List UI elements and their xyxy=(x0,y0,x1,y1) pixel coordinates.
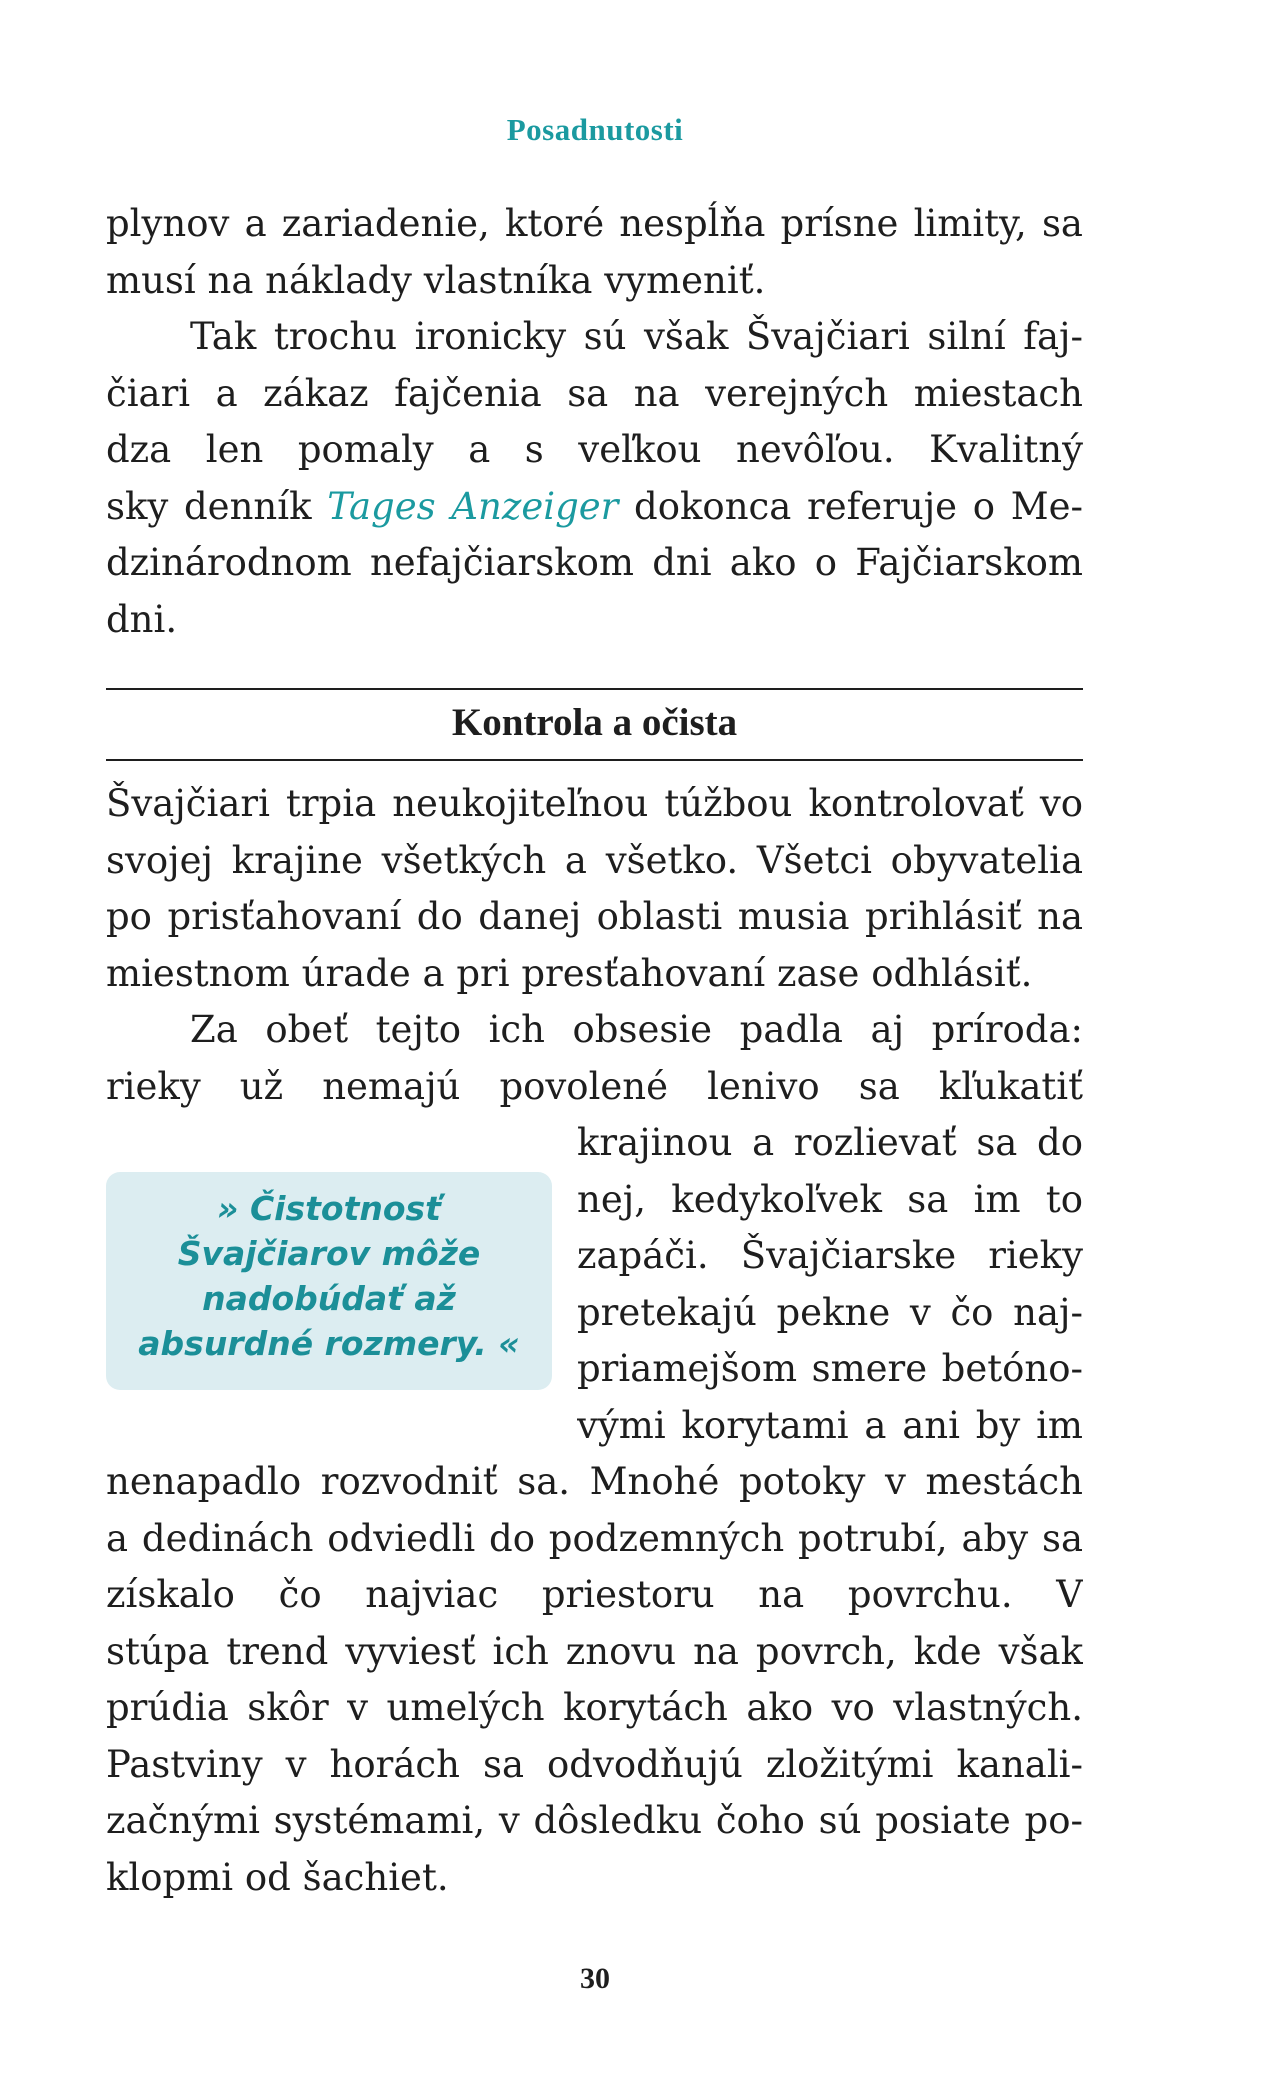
running-head: Posadnutosti xyxy=(506,112,684,147)
page-number: 30 xyxy=(580,1962,610,1995)
body-line: nej, kedykoľvek sa im to xyxy=(577,1177,1083,1221)
body-line: Za obeť tejto ich obsesie padla aj príroda: xyxy=(190,1008,1083,1051)
pull-quote-line: nadobúdať až xyxy=(202,1279,456,1318)
body-line: Švajčiari trpia neukojiteľnou túžbou kontrolovať vo xyxy=(106,782,1083,825)
body-line: Pastviny v horách sa odvodňujú zložitými kanali- xyxy=(106,1742,1083,1786)
body-line: získalo čo najviac priestoru na povrchu. V xyxy=(106,1573,1083,1616)
body-line: po prisťahovaní do danej oblasti musia prihlásiť na xyxy=(106,895,1083,938)
body-line: dza len pomaly a s veľkou nevôľou. Kvalitný xyxy=(106,428,1083,471)
top-text-block xyxy=(106,196,1083,648)
section-paragraph-2-continued xyxy=(106,1454,1083,1906)
body-line: miestnom úrade a pri presťahovaní zase odhlásiť. xyxy=(106,951,1033,995)
pull-quote xyxy=(106,1172,552,1390)
pull-quote-line: Švajčiarov môže xyxy=(177,1234,481,1273)
body-line: začnými systémami, v dôsledku čoho sú posiate po- xyxy=(106,1799,1083,1842)
pull-quote-line: absurdné rozmery. « xyxy=(138,1324,520,1363)
body-line: krajinou a rozlievať sa do xyxy=(577,1121,1083,1164)
body-line: dzinárodnom nefajčiarskom dni ako o Fajčiarskom xyxy=(106,541,1083,584)
body-text-fragment: sky denník xyxy=(106,484,328,528)
body-line: klopmi od šachiet. xyxy=(106,1855,449,1899)
body-line: musí na náklady vlastníka vymeniť. xyxy=(106,258,766,302)
body-line: rieky už nemajú povolené lenivo sa kľukatiť xyxy=(106,1064,1083,1108)
body-line: dni. xyxy=(106,597,178,641)
section-rule-top xyxy=(106,688,1083,690)
newspaper-title: Tages Anzeiger xyxy=(327,484,619,528)
body-line: plynov a zariadenie, ktoré nespĺňa prísne limity, sa xyxy=(106,202,1083,245)
body-line: čiari a zákaz fajčenia sa na verejných miestach xyxy=(106,371,1083,415)
pull-quote-text xyxy=(106,1186,552,1366)
body-line-with-title xyxy=(106,479,1083,536)
body-line: svojej krajine všetkých a všetko. Všetci obyvatelia xyxy=(106,838,1083,882)
section-heading: Kontrola a očista xyxy=(451,701,738,744)
body-line: priamejšom smere betóno- xyxy=(577,1347,1083,1390)
wrap-text-column xyxy=(577,1115,1083,1454)
section-paragraph-1 xyxy=(106,776,1083,1115)
section-rule-bottom xyxy=(106,759,1083,761)
pull-quote-line: » Čistotnosť xyxy=(217,1189,441,1228)
body-line: nenapadlo rozvodniť sa. Mnohé potoky v mestách xyxy=(106,1460,1083,1503)
body-line: vými korytami a ani by im xyxy=(577,1403,1083,1447)
body-text-fragment: dokonca referuje o Me- xyxy=(618,484,1083,528)
body-line: prúdia skôr v umelých korytách ako vo vlastných. xyxy=(106,1686,1083,1729)
body-line: Tak trochu ironicky sú však Švajčiari silní faj- xyxy=(190,315,1083,358)
body-line: stúpa trend vyviesť ich znovu na povrch, kde však xyxy=(106,1629,1083,1673)
body-line: a dedinách odviedli do podzemných potrubí, aby sa xyxy=(106,1516,1083,1560)
body-line: zapáči. Švajčiarske rieky xyxy=(577,1234,1083,1277)
body-line: pretekajú pekne v čo naj- xyxy=(577,1290,1083,1334)
